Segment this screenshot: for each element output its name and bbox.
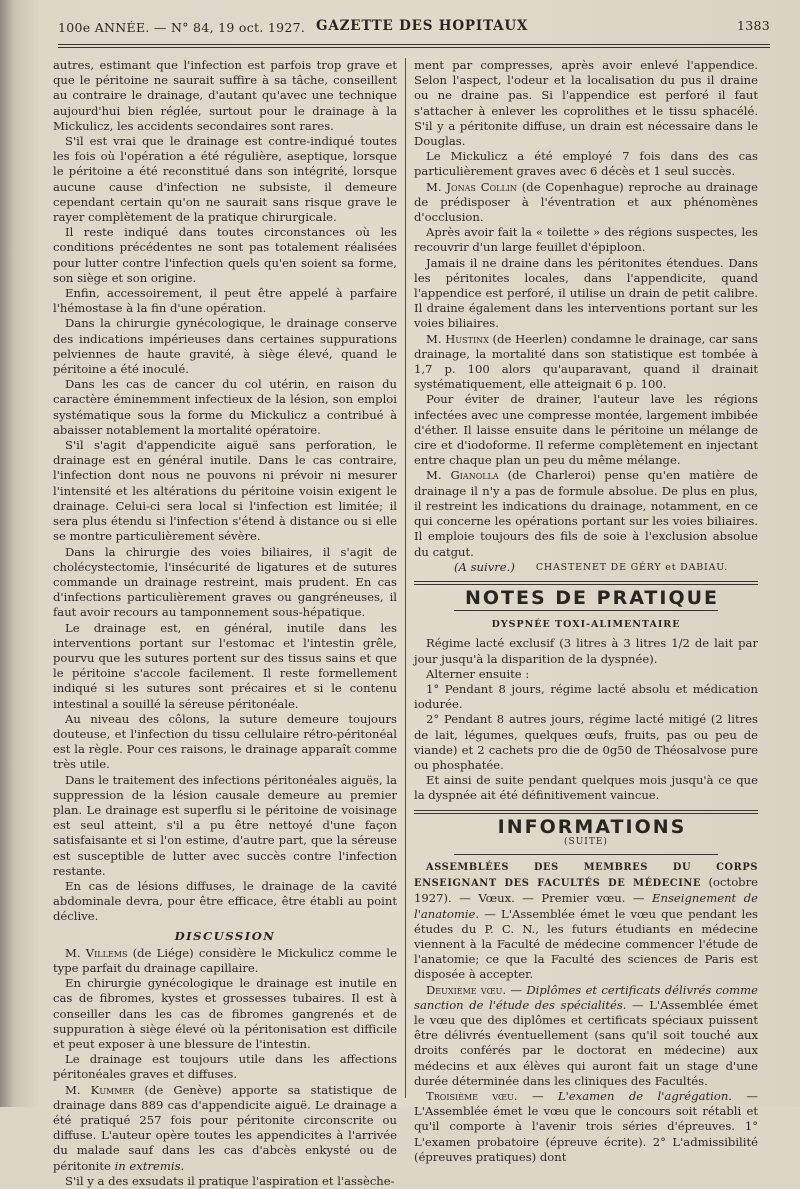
paragraph: Régime lacté exclusif (3 litres à 3 litres 1/2 de lait par jour jusqu'à la disparition de la dyspnée). [414, 636, 758, 666]
paragraph: ment par compresses, après avoir enlevé l'appendice. Selon l'aspect, l'odeur et la localisation du pus il draine ou ne draine pas. Si l'appendice est perforé il faut s'attacher à enlever les coprolithes et le tissu sphacélé. S'il y a péritonite diffuse, un drain est nécessaire dans le Douglas. [414, 58, 758, 149]
paragraph-text: (de Heerlen) condamne le drainage, car sans drainage, la mortalité dans son statistique est tombée à 1,7 p. 100 alors qu'auparavant, quand il drainait systématiquement, elle atteignait 6 p. 100. [414, 331, 758, 392]
column-divider [405, 58, 406, 1098]
speaker-name: M. Villems [65, 945, 128, 960]
journal-title: GAZETTE DES HOPITAUX [316, 18, 529, 34]
discussion-heading: DISCUSSION [174, 928, 276, 943]
paragraph: S'il est vrai que le drainage est contre-indiqué toutes les fois où l'opération a été régulière, aseptique, lorsque le péritoine a été reconstitué dans son intégrité, lorsque aucune cause d'infection ne subsiste, il demeure cependant certain qu'on ne saurait sans risque grave le rayer complètement de la pratique chirurgicale. [53, 134, 397, 225]
paragraph: autres, estimant que l'infection est parfois trop grave et que le péritoine ne saurait suffire à sa tâche, conseillent au contraire le drainage, d'autant qu'avec une technique aujourd'hui bien réglée, surtout pour le drainage à la Mickulicz, les accidents secondaires sont rares. [53, 58, 397, 133]
right-column [414, 58, 758, 1165]
paragraph-text: — L'Assemblée émet le vœu que des diplômes et certificats spéciaux puissent être délivrés éventuellement (sans qu'il soit touché aux droits conférés par le doctorat en médecine) aux médecins et aux élèves qui auront fait un stage d'une durée déterminée dans les cliniques des Facultés. [414, 997, 758, 1088]
paragraph: 1° Pendant 8 jours, régime lacté absolu et médication iodurée. [414, 681, 758, 712]
paragraph: Pour éviter de drainer, l'auteur lave les régions infectées avec une compresse montée, largement imbibée d'éther. Il laisse ensuite dans le péritoine un mélange de cire et d'iodoforme. Il referme complètement en injectant entre chaque plan un peu du même mélange. [414, 392, 758, 468]
paragraph [53, 1083, 397, 1174]
paragraph [414, 859, 758, 983]
paragraph: Alterner ensuite : [426, 666, 530, 681]
section-rule [414, 581, 758, 585]
paragraph [414, 180, 758, 226]
paragraph: Dans la chirurgie gynécologique, le drainage conserve des indications impérieuses dans certaines suppurations pelviennes de haute gravité, à siège élevé, quand le péritoine a été inoculé. [53, 316, 397, 377]
paragraph: Dans le traitement des infections péritonéales aiguës, la suppression de la lésion causale demeure au premier plan. Le drainage est superflu si le péritoine de voisinage est seul atteint, s'il a pu être nettoyé d'une façon satisfaisante et si l'on estime, d'autre part, que la séreuse est susceptible de lutter avec succès contre l'infection restante. [53, 772, 397, 878]
notes-subtitle: DYSPNÉE TOXI-ALIMENTAIRE [491, 619, 681, 631]
page-header [58, 18, 770, 38]
paragraph [414, 468, 758, 559]
paragraph: Le drainage est, en général, inutile dans les interventions portant sur l'estomac et l'intestin grêle, pourvu que les sutures portent sur des tissus sains et que le péritoine s'accole facilement. Il reste formellement indiqué si les sutures sont précaires et si le contenu intestinal a souillé la séreuse péritonéale. [53, 620, 397, 711]
info-title: INFORMATIONS [497, 815, 687, 838]
paragraph-text: (de Genève) apporte sa statistique de drainage dans 889 cas d'appendicite aiguë. Le drainage a été pratiqué 257 fois pour péritonite circonscrite ou diffuse. L'auteur opère toutes les appendicites à l'arrivée du malade sauf dans les cas d'abcès enkysté ou de péritonite [53, 1082, 397, 1173]
paragraph: Le drainage est toujours utile dans les affections péritonéales graves et diffuses. [53, 1052, 397, 1082]
authors: CHASTENET DE GÉRY et DABIAU. [535, 561, 728, 573]
italic-text: Enseignement de l'anatomie. [414, 891, 758, 921]
paragraph-text: — L'Assemblée émet le vœu que le concours soit rétabli et qu'il comporte à l'avenir trois séries d'épreuves. 1° L'examen probatoire (épreuve écrite). 2° L'admissibilité (épreuves pratiques) dont [414, 1089, 758, 1164]
paragraph: Le Mickulicz a été employé 7 fois dans des cas particulièrement graves avec 6 décès et 1 seul succès. [414, 149, 758, 179]
paragraph: Dans les cas de cancer du col utérin, en raison du caractère éminemment infectieux de la lésion, son emploi systématique sous la forme du Mickulicz a contribué à abaisser notablement la mortalité opératoire. [53, 377, 397, 437]
paragraph-text: (de Liége) considère le Mickulicz comme le type parfait du drainage capillaire. [53, 945, 397, 975]
speaker-name: M. Jonas Collin [426, 179, 517, 194]
section-rule [414, 810, 758, 814]
paragraph: Et ainsi de suite pendant quelques mois jusqu'à ce que la dyspnée ait été définitivement vaincue. [414, 773, 758, 803]
page-number: 1383 [736, 18, 770, 33]
speaker-name: M. Gianolla [426, 468, 499, 483]
header-rule-2 [58, 47, 770, 48]
paragraph-text: (octobre 1927). — Vœux. — Premier vœu. — [414, 875, 758, 906]
title-rule [454, 610, 718, 611]
speaker-name: M. Kummer [65, 1082, 135, 1097]
paragraph: Après avoir fait la « toilette » des régions suspectes, les recouvrir d'un large feuillet d'épiploon. [414, 225, 758, 255]
notes-title: NOTES DE PRATIQUE [464, 586, 720, 609]
item-heading: Deuxième vœu. [426, 982, 507, 997]
speaker-name: M. Hustinx [426, 331, 489, 346]
paragraph: S'il s'agit d'appendicite aiguë sans perforation, le drainage est en général inutile. Dans le cas contraire, l'infection dont nous ne pouvons ni prévoir ni mesurer l'intensité et les altérations du péritoine voisin exigent le drainage. Celui-ci sera local si l'infection est limitée; il sera plus étendu si l'infection s'étend à distance ou si elle se montre particulièrement sévère. [53, 438, 397, 544]
title-rule [454, 854, 718, 855]
paragraph: Jamais il ne draine dans les péritonites étendues. Dans les péritonites locales, dans l'appendicite, quand l'appendice est perforé, il utilise un drain de petit calibre. Il draine également dans les interventions portant sur les voies biliaires. [414, 255, 758, 331]
paragraph: S'il y a des exsudats il pratique l'aspiration et l'assèche- [65, 1173, 395, 1188]
paragraph [414, 1089, 758, 1165]
paragraph [414, 983, 758, 1089]
to-be-continued: (A suivre.) [454, 559, 515, 574]
italic-text: — Diplômes et certificats délivrés comme sanction de l'étude des spécialités. [414, 982, 759, 1012]
paragraph: 2° Pendant 8 autres jours, régime lacté mitigé (2 litres de lait, légumes, quelques œufs, fruits, pas ou peu de viande) et 2 cachets pro die de 0g50 de Théosalvose pure ou phosphatée. [414, 712, 758, 772]
paragraph: Au niveau des côlons, la suture demeure toujours douteuse, et l'infection du tissu cellulaire rétro-péritonéal est la règle. Pour ces raisons, le drainage apparaît comme très utile. [53, 711, 397, 772]
paragraph-text: — L'Assemblée émet le vœu que pendant les études du P. C. N., les futurs étudiants en médecine viennent à la Faculté de médecine commencer l'étude de l'anatomie; ce que la Faculté des sciences de Paris est disposée à accepter. [414, 906, 758, 982]
paragraph-text: (de Charleroi) pense qu'en matière de drainage il n'y a pas de formule absolue. De plus en plus, il restreint les indications du drainage, notamment, en ce qui concerne les opérations portant sur les voies biliaires. Il emploie toujours des fils de soie à l'exclusion absolue du catgut. [414, 468, 758, 559]
paragraph: En cas de lésions diffuses, le drainage de la cavité abdominale devra, pour être efficace, être établi au point déclive. [53, 878, 397, 924]
paragraph [414, 332, 758, 393]
italic-text: — L'examen de l'agrégation. [517, 1089, 732, 1103]
left-column [53, 58, 397, 1189]
paragraph: Il reste indiqué dans toutes circonstances où les conditions précédentes ne sont pas totalement réalisées pour lutter contre l'infection quels qu'en soient sa forme, son siège et son origine. [53, 225, 397, 285]
item-heading: ASSEMBLÉES DES MEMBRES DU CORPS ENSEIGNANT DES FACULTÉS DE MÉDECINE [414, 861, 758, 890]
info-subtitle: (SUITE) [564, 836, 608, 847]
header-rule [58, 44, 770, 45]
paragraph: Enfin, accessoirement, il peut être appelé à parfaire l'hémostase à la fin d'une opération. [53, 286, 397, 316]
italic-text: in extremis. [114, 1158, 185, 1173]
paragraph-text: (de Copenhague) reproche au drainage de prédisposer à l'éventration et aux phénomènes d'occlusion. [414, 179, 759, 225]
paragraph [53, 946, 397, 976]
paragraph: En chirurgie gynécologique le drainage est inutile en cas de fibromes, kystes et grossesses tubaires. Il est à conseiller dans les cas de fibromes gangrenés et de suppuration à siège élevé où la péritonisation est difficile et peut exposer à une blessure de l'intestin. [53, 976, 397, 1051]
item-heading: Troisième vœu. [426, 1089, 518, 1103]
paragraph: Dans la chirurgie des voies biliaires, il s'agit de cholécystectomie, l'insécurité de ligatures et de sutures commande un drainage restreint, mais prudent. En cas d'infections particulièrement graves ou gangréneuses, il faut avoir recours au tamponnement sous-hépatique. [53, 544, 397, 620]
signature-line [414, 560, 758, 575]
issue-info: 100e ANNÉE. — N° 84, 19 oct. 1927. [58, 20, 306, 35]
